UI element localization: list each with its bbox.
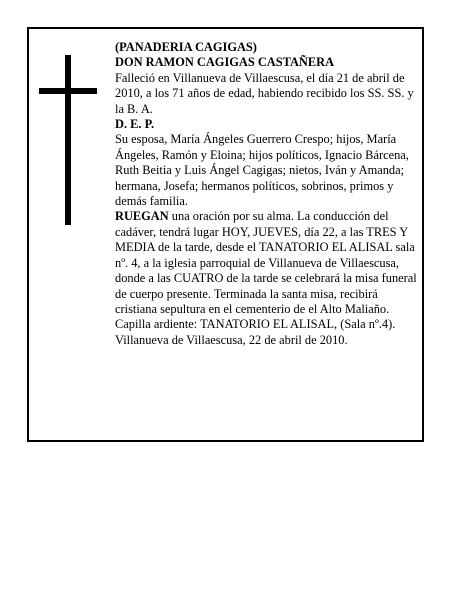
notice-text	[115, 40, 421, 348]
arrangements-paragraph	[115, 209, 421, 332]
deceased-name: DON RAMON CAGIGAS CASTAÑERA	[115, 55, 335, 70]
business-name: (PANADERIA CAGIGAS)	[115, 40, 257, 54]
cross-icon	[39, 55, 97, 225]
arrangements-text: una oración por su alma. La conducción del cadáver, tendrá lugar HOY, JUEVES, día 22, a las TRES Y MEDIA de la tarde, desde el TANATORIO EL ALISAL sala nº. 4, a la iglesia parroquial de Villanueva de Villaescusa, donde a las CUATRO de la tarde se celebrará la misa funeral de cuerpo presente. Terminada la santa misa, recibirá cristiana sepultura en el cementerio de el Alto Maliaño. Capilla ardiente: TANATORIO EL ALISAL, (Sala nº.4).	[115, 209, 417, 332]
place-date: Villanueva de Villaescusa, 22 de abril de 2010.	[115, 332, 348, 347]
obituary-notice	[27, 27, 424, 442]
death-statement: Falleció en Villanueva de Villaescusa, el día 21 de abril de 2010, a los 71 años de edad, habiendo recibido los SS. SS. y la B. A.	[115, 70, 414, 116]
cross-horizontal-bar	[39, 88, 97, 94]
family-list: Su esposa, María Ángeles Guerrero Crespo; hijos, María Ángeles, Ramón y Eloina; hijos políticos, Ignacio Bárcena, Ruth Beitia y Luis Ángel Cagigas; nietos, Iván y Amanda; hermana, Josefa; hermanos políticos, sobrinos, primos y demás familia.	[115, 132, 409, 209]
rip-abbreviation: D. E. P.	[115, 117, 155, 132]
cross-vertical-bar	[65, 55, 71, 225]
ruegan-label: RUEGAN	[115, 209, 169, 224]
